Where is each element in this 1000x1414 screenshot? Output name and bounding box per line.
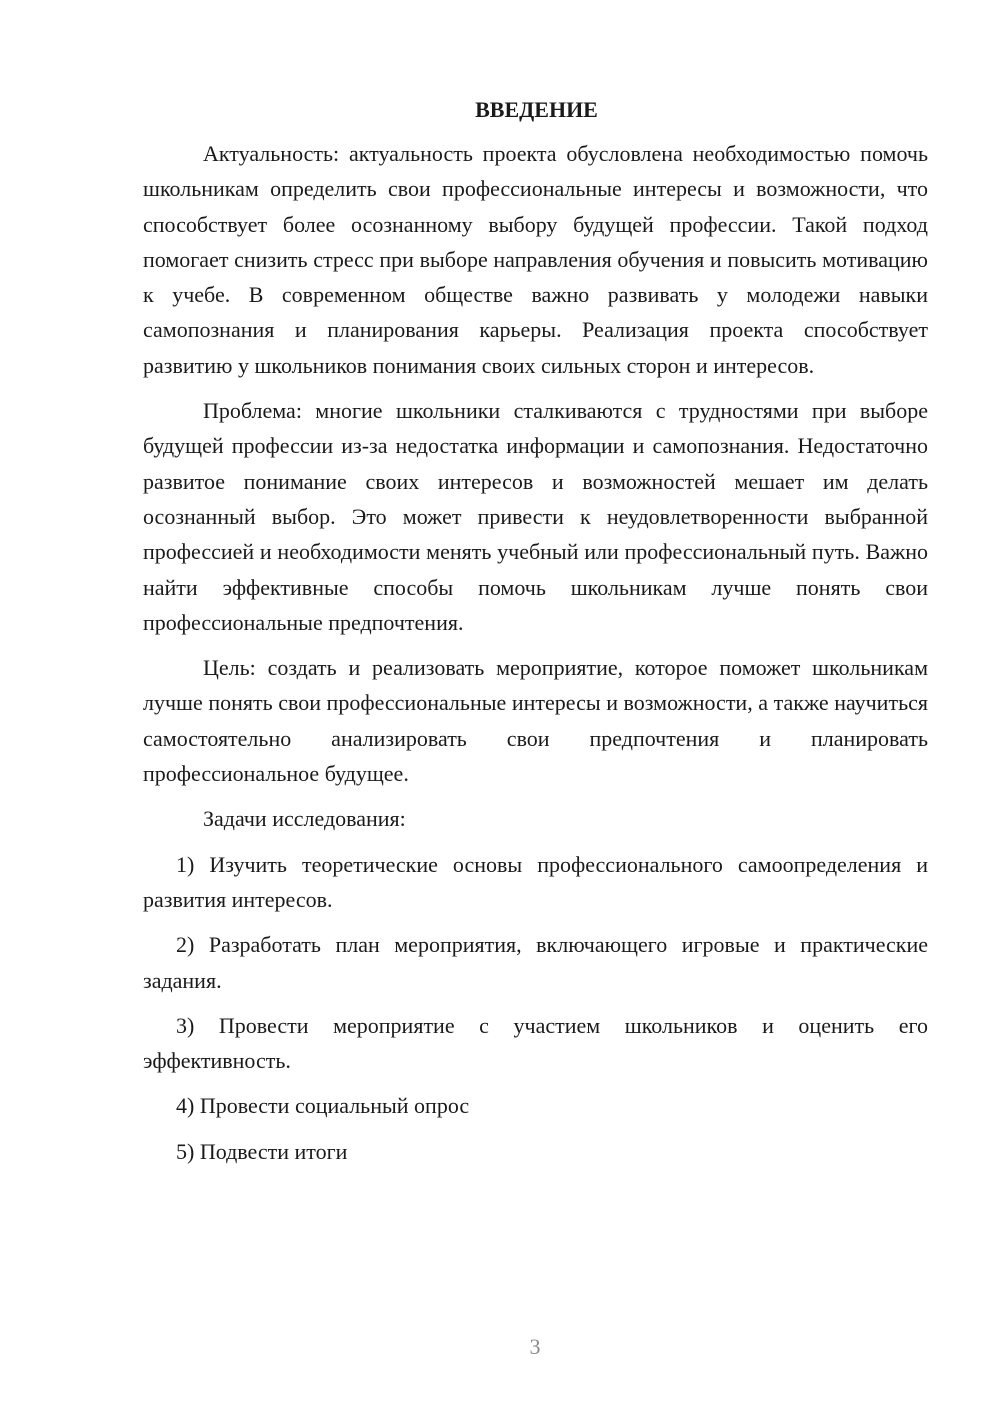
- task-item: 5) Подвести итоги: [176, 1138, 348, 1164]
- paragraph-goal: Цель: создать и реализовать мероприятие, которое поможет школьникам лучше понять свои профессиональные интересы и возможности, а также научиться самостоятельно анализировать свои предпочтения и планировать профессиональное будущее.: [143, 655, 928, 787]
- task-item: 1) Изучить теоретические основы профессионального самоопределения и развития интересов.: [143, 851, 928, 912]
- paragraph-problem: Проблема: многие школьники сталкиваются с трудностями при выборе будущей профессии из-за недостатка информации и самопознания. Недостаточно развитое понимание своих интересов и возможностей мешает им делать осознанный выбор. Это может привести к неудовлетворенности выбранной профессией и необходимости менять учебный или профессиональный путь. Важно найти эффективные способы помочь школьникам лучше понять свои профессиональные предпочтения.: [143, 398, 928, 635]
- paragraph-relevance: Актуальность: актуальность проекта обусловлена необходимостью помочь школьникам определить свои профессиональные интересы и возможности, что способствует более осознанному выбору будущей профессии. Такой подход помогает снизить стресс при выборе направления обучения и повысить мотивацию к учебе. В современном обществе важно развивать у молодежи навыки самопознания и планирования карьеры. Реализация проекта способствует развитию у школьников понимания своих сильных сторон и интересов.: [143, 141, 928, 378]
- page-number: 3: [529, 1334, 541, 1359]
- document-page: [143, 94, 928, 1179]
- section-title: ВВЕДЕНИЕ: [475, 97, 598, 122]
- task-item: 3) Провести мероприятие с участием школьников и оценить его эффективность.: [143, 1012, 928, 1074]
- task-item: 4) Провести социальный опрос: [176, 1093, 470, 1119]
- task-item: 2) Разработать план мероприятия, включающего игровые и практические задания.: [143, 932, 928, 993]
- tasks-heading: Задачи исследования:: [203, 806, 406, 832]
